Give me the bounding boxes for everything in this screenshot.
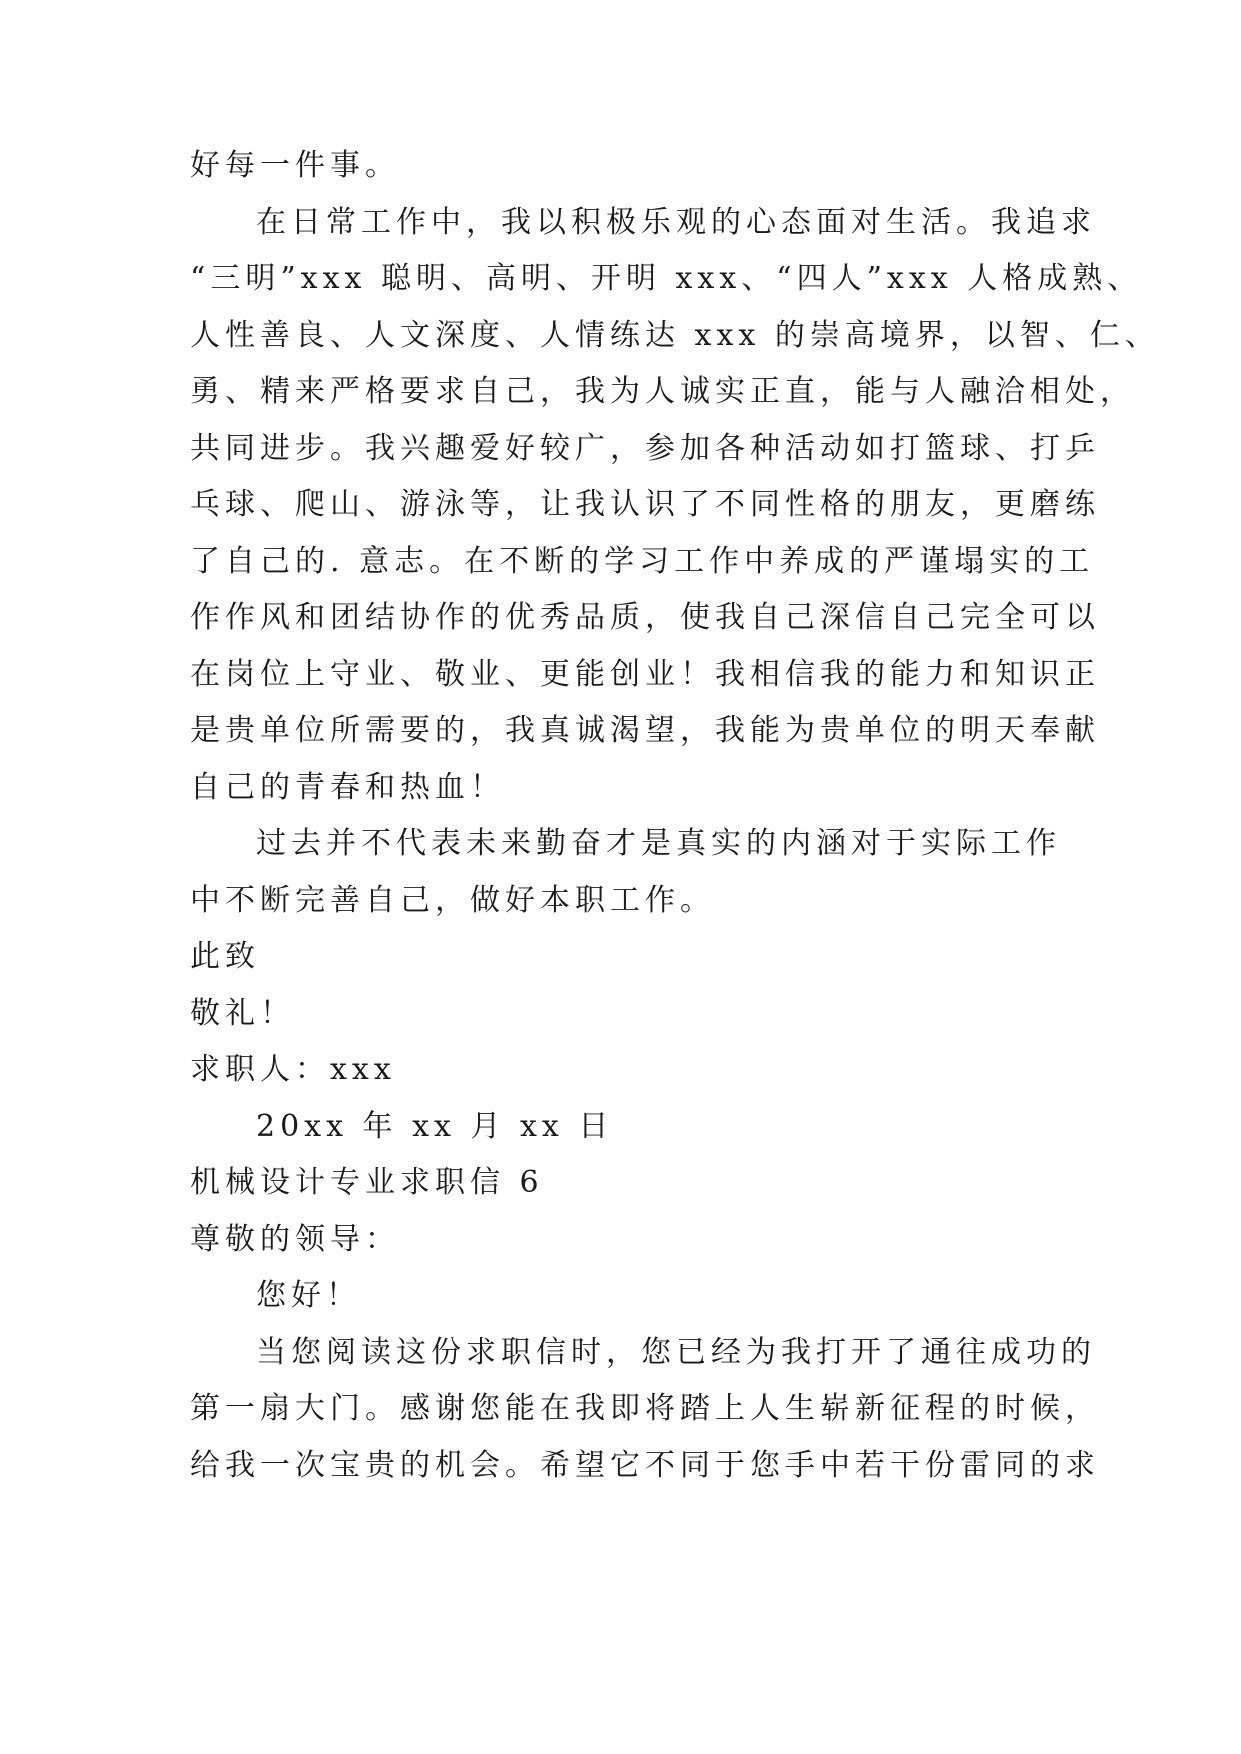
text-line: “三明”xxx 聪明、高明、开明 xxx、“四人”xxx 人格成熟、: [190, 261, 1143, 296]
text-line: 在岗位上守业、敬业、更能创业！我相信我的能力和知识正: [190, 657, 1100, 692]
closing-line: 此致: [190, 939, 260, 974]
text-line: 是贵单位所需要的，我真诚渴望，我能为贵单位的明天奉献: [190, 713, 1100, 748]
text-line: 给我一次宝贵的机会。希望它不同于您手中若干份雷同的求: [190, 1448, 1100, 1483]
signature-line: 求职人：xxx: [190, 1052, 396, 1087]
text-line: 人性善良、人文深度、人情练达 xxx 的崇高境界，以智、仁、: [190, 318, 1160, 353]
text-line: 了自己的. 意志。在不断的学习工作中养成的严谨塌实的工: [190, 544, 1095, 579]
text-line: 作作风和团结协作的优秀品质，使我自己深信自己完全可以: [190, 600, 1100, 635]
paragraph-start-line: 过去并不代表未来勤奋才是真实的内涵对于实际工作: [256, 826, 1061, 861]
text-line: 共同进步。我兴趣爱好较广，参加各种活动如打篮球、打乒: [190, 431, 1100, 466]
section-heading: 机械设计专业求职信 6: [190, 1165, 544, 1200]
text-line: 自己的青春和热血！: [190, 770, 505, 805]
text-line: 好每一件事。: [190, 148, 400, 183]
paragraph-start-line: 在日常工作中，我以积极乐观的心态面对生活。我追求: [256, 205, 1096, 240]
paragraph-start-line: 当您阅读这份求职信时，您已经为我打开了通往成功的: [256, 1335, 1096, 1370]
greeting-hello: 您好！: [256, 1278, 361, 1313]
text-line: 中不断完善自己，做好本职工作。: [190, 883, 715, 918]
text-line: 勇、精来严格要求自己，我为人诚实正直，能与人融洽相处，: [190, 374, 1135, 409]
text-line: 第一扇大门。感谢您能在我即将踏上人生崭新征程的时候，: [190, 1391, 1100, 1426]
text-line: 乓球、爬山、游泳等，让我认识了不同性格的朋友，更磨练: [190, 487, 1100, 522]
greeting-line: 尊敬的领导：: [190, 1222, 400, 1257]
salutation-closing: 敬礼！: [190, 996, 295, 1031]
date-line: 20xx 年 xx 月 xx 日: [256, 1109, 614, 1144]
